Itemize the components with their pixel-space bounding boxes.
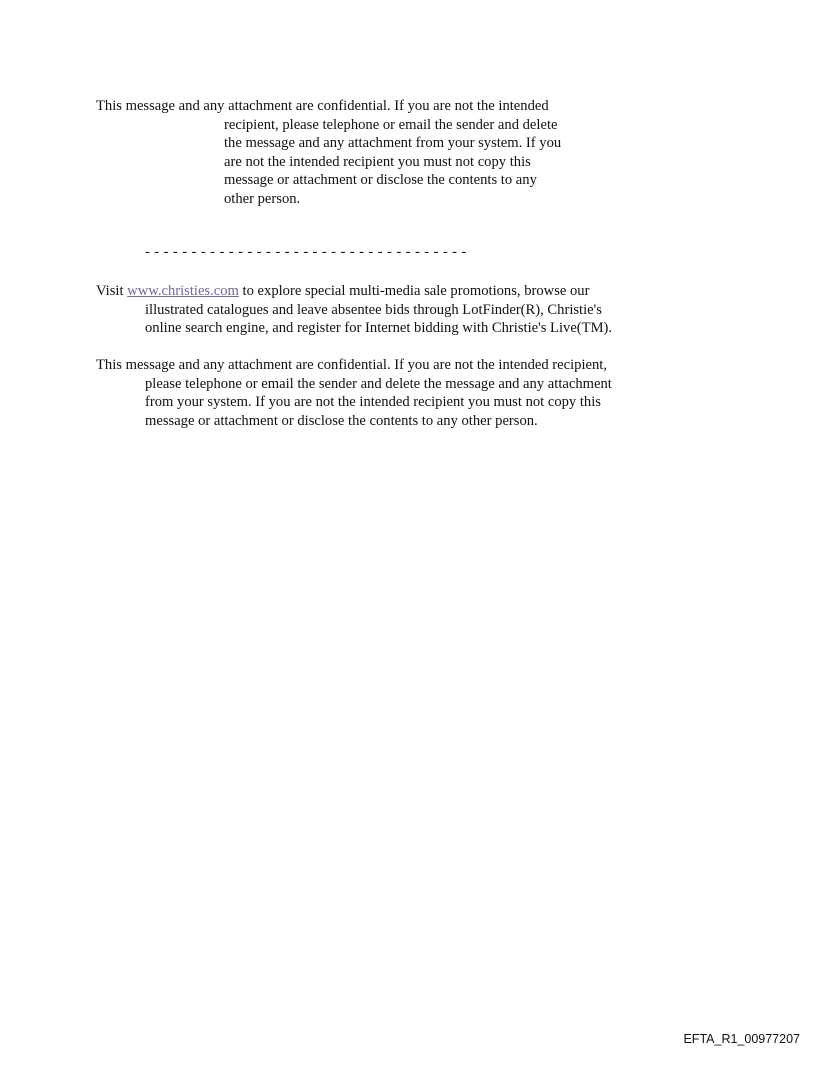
promo-line: online search engine, and register for Internet bidding with Christie's Live(TM). xyxy=(145,320,613,336)
notice1-line: message or attachment or disclose the contents to any xyxy=(224,172,537,188)
notice1-line: are not the intended recipient you must not copy this xyxy=(224,153,531,170)
dashed-separator: - - - - - - - - - - - - - - - - - - - - - - - - - - - - - - - - - - - xyxy=(145,244,467,260)
confidentiality-notice-2 xyxy=(96,356,612,430)
notice2-line: This message and any attachment are confidential. If you are not the intended recipient, xyxy=(96,357,607,373)
notice1-line: the message and any attachment from your system. If you xyxy=(224,135,562,151)
notice1-line: This message and any attachment are confidential. If you are not the intended xyxy=(96,98,549,114)
promo-line1-suffix: to explore special multi-media sale promotions, browse our xyxy=(238,283,590,299)
confidentiality-notice-1 xyxy=(96,97,561,208)
promo-line: illustrated catalogues and leave absentee bids through LotFinder(R), Christie's xyxy=(145,301,602,318)
notice2-line: message or attachment or disclose the contents to any other person. xyxy=(145,412,538,429)
notice2-line: please telephone or email the sender and delete the message and any attachment xyxy=(145,375,612,392)
christies-website-link[interactable]: www.christies.com xyxy=(127,283,239,299)
promo-line-1 xyxy=(96,282,612,301)
document-id-footer: EFTA_R1_00977207 xyxy=(683,1032,800,1046)
promo-prefix: Visit xyxy=(96,283,128,299)
notice1-line: other person. xyxy=(224,190,301,207)
christies-promo xyxy=(96,282,612,338)
notice2-line: from your system. If you are not the intended recipient you must not copy this xyxy=(145,394,601,410)
notice1-line: recipient, please telephone or email the sender and delete xyxy=(224,116,558,133)
